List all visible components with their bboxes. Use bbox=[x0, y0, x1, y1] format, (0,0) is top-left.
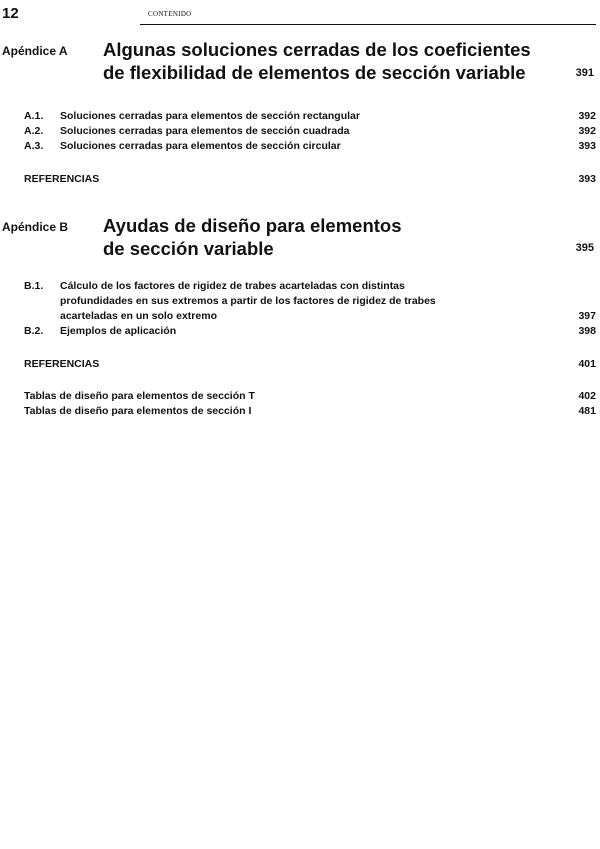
entry-text: Soluciones cerradas para elementos de sección circular bbox=[60, 140, 341, 152]
references-label: REFERENCIAS bbox=[24, 358, 100, 370]
tables-page: 481 bbox=[578, 405, 596, 417]
toc-entry-a3[interactable] bbox=[24, 139, 596, 154]
entry-number: A.2. bbox=[24, 125, 44, 137]
appendix-b-page: 395 bbox=[575, 242, 594, 254]
entry-number: B.2. bbox=[24, 325, 44, 337]
tables-text: Tablas de diseño para elementos de sección T bbox=[24, 390, 255, 402]
tables-text: Tablas de diseño para elementos de sección I bbox=[24, 405, 252, 417]
header-rule bbox=[140, 24, 596, 25]
references-a[interactable] bbox=[24, 172, 596, 187]
toc-entry-a1[interactable] bbox=[24, 109, 596, 124]
entry-text: Soluciones cerradas para elementos de sección cuadrada bbox=[60, 125, 350, 137]
toc-entry-b1[interactable] bbox=[24, 279, 596, 324]
appendix-b-title bbox=[103, 214, 402, 260]
references-page: 393 bbox=[578, 173, 596, 185]
appendix-b-title-line1: Ayudas de diseño para elementos bbox=[103, 215, 402, 236]
entry-page: 398 bbox=[578, 325, 596, 337]
appendix-a-title-line2: de flexibilidad de elementos de sección variable bbox=[103, 62, 526, 83]
entry-text: Soluciones cerradas para elementos de sección rectangular bbox=[60, 110, 360, 122]
appendix-a-page: 391 bbox=[575, 67, 594, 79]
toc-entry-a2[interactable] bbox=[24, 124, 596, 139]
entry-number: A.3. bbox=[24, 140, 44, 152]
tables-page: 402 bbox=[578, 390, 596, 402]
entry-text: Ejemplos de aplicación bbox=[60, 325, 177, 337]
entry-number: B.1. bbox=[24, 280, 44, 292]
entry-page: 392 bbox=[578, 125, 596, 137]
running-head: CONTENIDO bbox=[148, 10, 192, 18]
references-label: REFERENCIAS bbox=[24, 173, 100, 185]
entry-page: 393 bbox=[578, 140, 596, 152]
entry-page: 397 bbox=[578, 310, 596, 322]
toc-entry-b2[interactable] bbox=[24, 324, 596, 339]
page-header bbox=[0, 4, 598, 24]
tables-entry-t[interactable] bbox=[24, 389, 596, 404]
page-number: 12 bbox=[2, 5, 19, 22]
entry-page: 392 bbox=[578, 110, 596, 122]
entry-number: A.1. bbox=[24, 110, 44, 122]
entry-text: Cálculo de los factores de rigidez de trabes acarteladas con distintas profundidades en sus extremos a partir de los factores de rigidez de trabes acarteladas en un solo extremo bbox=[60, 280, 436, 322]
appendix-b-title-line2: de sección variable bbox=[103, 238, 274, 259]
appendix-a-title bbox=[103, 38, 531, 84]
references-b[interactable] bbox=[24, 357, 596, 372]
appendix-a-label: Apéndice A bbox=[2, 44, 68, 58]
appendix-b-label: Apéndice B bbox=[2, 220, 69, 234]
references-page: 401 bbox=[578, 358, 596, 370]
tables-entry-i[interactable] bbox=[24, 404, 596, 419]
appendix-a-title-line1: Algunas soluciones cerradas de los coeficientes bbox=[103, 39, 531, 60]
